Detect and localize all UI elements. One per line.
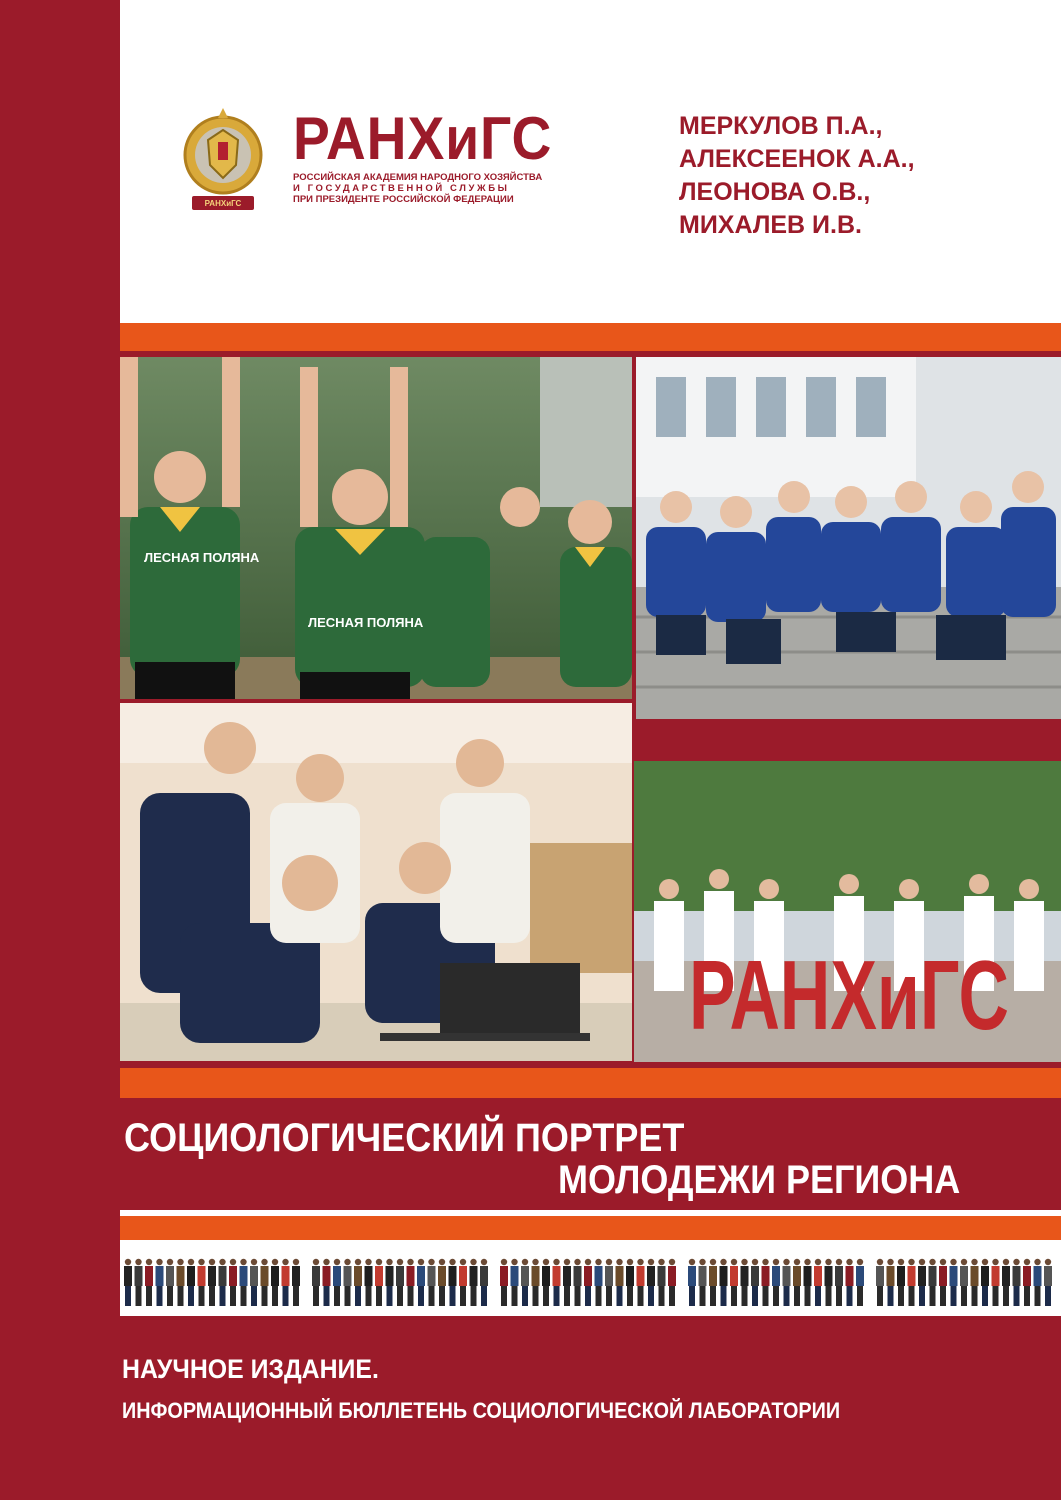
orange-band-lower [120,1216,1061,1240]
org-short-name: РАНХиГС [293,105,553,172]
photo-students-on-steps [636,357,1061,719]
photo-ranepa-sign [634,761,1061,1062]
author-4: МИХАЛЕВ И.В. [679,211,862,239]
author-3: ЛЕОНОВА О.В., [679,178,871,206]
orange-band-middle [120,1068,1061,1098]
title-line-2: МОЛОДЕЖИ РЕГИОНА [558,1158,961,1202]
orange-band-top [120,323,1061,351]
sign-letters: РАНХиГС [689,940,1009,1050]
author-list [679,110,1049,242]
title-band [120,1098,1061,1210]
photo-camp-youth [120,357,632,699]
publication-type: НАУЧНОЕ ИЗДАНИЕ. [122,1354,379,1384]
title-line-1: СОЦИОЛОГИЧЕСКИЙ ПОРТРЕТ [124,1116,685,1160]
author-1: МЕРКУЛОВ П.А., [679,112,883,140]
emblem-icon [178,100,268,220]
org-full-name-line-3: ПРИ ПРЕЗИДЕНТЕ РОССИЙСКОЙ ФЕДЕРАЦИИ [293,194,514,205]
emblem-ribbon-text: РАНХиГС [204,199,242,208]
publication-series: ИНФОРМАЦИОННЫЙ БЮЛЛЕТЕНЬ СОЦИОЛОГИЧЕСКОЙ ЛАБОРАТОРИИ [122,1398,841,1423]
camp-shirt-text-2: ЛЕСНАЯ ПОЛЯНА [308,615,424,630]
org-logo-text [293,106,568,236]
camp-shirt-text-1: ЛЕСНАЯ ПОЛЯНА [144,550,260,565]
photo-students-office [120,703,632,1061]
org-full-name-line-1: РОССИЙСКАЯ АКАДЕМИЯ НАРОДНОГО ХОЗЯЙСТВА [293,172,543,183]
org-full-name-line-2: И ГОСУДАРСТВЕННОЙ СЛУЖБЫ [293,183,510,194]
people-silhouettes-icon [120,1248,1061,1320]
left-vertical-bar [0,0,120,1500]
author-2: АЛЕКСЕЕНОК А.А., [679,145,915,173]
people-silhouette-strip [120,1244,1061,1320]
